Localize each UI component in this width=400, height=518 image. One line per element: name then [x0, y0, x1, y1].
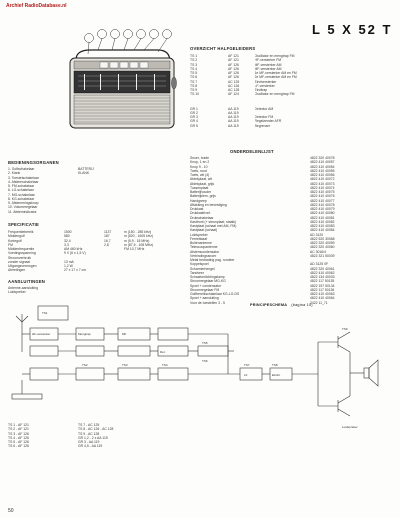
schematic-ts1-label: TS1	[42, 311, 48, 315]
control-row: 1. Golfschakelaar BATTERIJ	[8, 167, 94, 171]
control-row: 4. Afstemschakelaar	[8, 179, 39, 184]
legend-item: TS 6 - AF 126	[8, 444, 29, 449]
schematic-block-lf: LF	[244, 373, 248, 377]
specs-title: SPECIFICATIE	[8, 222, 39, 227]
schematic-label-ts4: TS4	[162, 363, 168, 367]
specs-list	[8, 230, 183, 273]
legend-item: TS 8 - AC 126 - AC 128	[78, 427, 114, 432]
part-row: Stroomregelaar MG-KG 4822 117 50135	[190, 279, 335, 284]
schematic-block-hf: HF-versterker	[32, 332, 51, 336]
part-row: Batterijhouder 4822 410 40075	[190, 190, 335, 194]
tube-row: TS 7 AC 125 Eindversterker	[190, 79, 277, 84]
legend-item: TS 1 - AF 121	[8, 423, 29, 427]
tube-row: TS 5 AF 126 1e MF-versterker AM en FM	[190, 71, 297, 75]
part-row: Drukschakelaar 4822 410 40081	[190, 215, 335, 220]
part-row: Schaalverlichtingslamp 4822 134 40033	[190, 275, 335, 279]
spec-row: Kortegolf 32,4 16,7 m (5,9 - 18 MHz)	[8, 238, 150, 243]
connection-row: Luidspreker	[8, 290, 26, 295]
control-row: 11. Afstemindicator	[8, 209, 37, 214]
radio-illustration	[60, 28, 180, 138]
control-row: 2. Klank KLANK	[8, 171, 90, 176]
schematic-label-ts9: TS9	[342, 327, 348, 331]
spec-row: Stroomverbruik	[8, 255, 31, 260]
part-row: Voor de toestellen 3 - 5 2422 11_71	[190, 300, 328, 305]
control-row: 10. Volumeregelaar	[8, 205, 38, 210]
spec-row: Uitgangsvermogen 1,2 W	[8, 264, 73, 268]
legend-item: TS 5 - AF 126	[8, 440, 29, 444]
tube-row: TS 8 AC 126 LF-versterker	[190, 83, 275, 88]
part-row: Kastfront (+ steunplaat, staalk) 4822 410 40082	[190, 219, 335, 224]
legend-item: TS 4 - AF 126	[8, 435, 29, 440]
part-row: Metal bedrading pag. rondeer	[190, 258, 235, 262]
schematic-block-mf: MF	[122, 332, 127, 336]
control-row: 3. Toestelschakelaar	[8, 175, 39, 180]
part-row: Afstemcondensator AC 3016/4	[190, 249, 327, 254]
tube-row: GR 1 AA 119 Detector AM	[190, 106, 274, 111]
spec-row: Middengolf 580 187 m (520 - 1605 kHz)	[8, 234, 154, 239]
watermark: Archief RadioDatabase.nl	[6, 3, 67, 9]
part-row: Tandveer 4822 410 40062	[190, 270, 335, 275]
part-row: Buitenantenne 4822 320 40059	[190, 241, 335, 245]
tubes-list	[190, 54, 340, 128]
part-row: Verbindingssnoer 4822 321 50039	[190, 253, 335, 258]
schematic-speaker-label: Luidspreker	[342, 425, 358, 429]
tube-row: TS 3 AF 126 MF-versterker AM	[190, 62, 282, 67]
legend-item: GR 3 - AA 119	[78, 440, 100, 444]
schematic-legend	[8, 423, 268, 449]
spec-row: Afmetingen 27 x 17 x 7 cm	[8, 268, 87, 273]
tube-row: TS 2 AF 121 HF-versterker FM	[190, 58, 282, 63]
part-row: Tussenplaat 4822 410 40074	[190, 185, 335, 190]
tube-row: GR 3 AA 119 Detector FM	[190, 115, 274, 119]
part-row: Snoer, buide 4822 320 40078	[190, 156, 335, 160]
legend-item: TS 9 - AC 128	[78, 431, 100, 436]
model-title: L 5 X 52 T	[312, 22, 393, 37]
schematic-label-ts3: TS3	[122, 363, 128, 367]
schematic-block-mix: Mengtrap	[78, 332, 91, 336]
part-row: Afdekplaat, wit 4822 410 40072	[190, 177, 335, 182]
spec-row: FM 3,3 2,8 m (87,5 - 108 MHz)	[8, 242, 154, 247]
part-row: Toets, rood 4822 410 40055	[190, 168, 335, 173]
part-row: Spoel + condensator 4822 157 50134	[190, 283, 335, 288]
part-row: Handgreep 4822 410 40077	[190, 198, 335, 203]
part-row: Kastplaat (schaal) 4822 410 40084	[190, 228, 335, 233]
tube-row: TS 9 AC 128 Eindtrap	[190, 88, 268, 92]
schematic-label-ts2: TS2	[82, 363, 88, 367]
control-row: 7. MG-schakelaar	[8, 192, 35, 197]
schematic-label-ts8: TS8	[272, 363, 278, 367]
connections-title: AANSLUITINGEN	[8, 279, 46, 284]
schematic-label-ts7: TS7	[244, 363, 250, 367]
schematic-title: PRINCIPESCHEMA (bagina 10)	[250, 303, 313, 307]
part-row: Knop, 1 en 2 4822 410 40057	[190, 160, 335, 165]
part-row: Drukkastfront 4822 410 40080	[190, 211, 335, 216]
control-row: 8. KG-schakelaar	[8, 196, 35, 201]
tubes-title: OVERZICHT HALFGELEIDERS	[190, 46, 256, 51]
tube-row: TS 1 AF 121 Oscillator en mengtrap FM	[190, 54, 295, 58]
control-row: 5. FM-schakelaar	[8, 184, 35, 188]
legend-item: TS 7 - AC 125	[78, 423, 100, 427]
schematic-label-ts6: TS6	[202, 359, 208, 363]
tube-row: TS 4 AF 126 MF-versterker AM	[190, 66, 282, 71]
connections-list	[8, 286, 118, 295]
part-row: Ferrietstaaf 4822 520 30068	[190, 236, 335, 241]
part-row: Golfbereikschakelaar KG-LG-DS 4822 410 40063	[190, 292, 335, 296]
legend-item: GR 1,2 - 2 x AA 119	[78, 435, 108, 440]
parts-title: ONDERDELENLIJST	[230, 149, 274, 154]
spec-row: zonder signaal 13 mA	[8, 259, 74, 264]
part-row: Luidspreker AD 3120	[190, 232, 324, 237]
controls-list	[8, 167, 118, 214]
connection-row: Antenne-aansluiting	[8, 286, 38, 290]
spec-row: Middenfrequentie AM 460 kHz FM 10,7 MHz	[8, 247, 145, 251]
legend-item: GR 4,5 - AA 119	[78, 444, 103, 449]
tube-row: GR 5 AA 119 Begrenzer	[190, 123, 271, 128]
tube-row: TS 10 AF 124 Oscillator en mengtrap FM	[190, 92, 295, 97]
part-row: Kastplaat (schaal met AM, FM) 4822 410 40083	[190, 224, 335, 228]
schematic-label-ts5: TS5	[202, 341, 208, 345]
parts-list	[190, 156, 370, 305]
legend-item: TS 2 - AF 121	[8, 427, 29, 432]
tube-row: TS 6 AF 126 2e MF-versterker AM en FM	[190, 75, 297, 80]
part-row: Toets, wit (4) 4822 410 40056	[190, 173, 335, 177]
control-row: 9. Afstemmingsknop	[8, 201, 39, 205]
spec-row: Voedingsspanning 9 V (6 x 1,5 V)	[8, 251, 86, 256]
page-number: 50	[8, 508, 14, 514]
schematic-block-det: Det.	[160, 350, 166, 354]
part-row: Koppelspoel AD 3125 0F	[190, 262, 329, 267]
part-row: Afdekplaat, grijs 4822 410 40073	[190, 181, 335, 186]
part-row: Telescoopantenne 4822 320 40060	[190, 245, 335, 250]
part-row: Knop 9 - 10 4822 410 40054	[190, 164, 335, 169]
legend-item: TS 3 - AF 126	[8, 431, 29, 436]
part-row: Aftakking en bevestiging 4822 410 40078	[190, 202, 335, 207]
part-row: Stroomregelaar FM 4822 117 50136	[190, 287, 335, 292]
part-row: Spoel + aansluiting 4822 410 40064	[190, 296, 335, 301]
part-row: Scharnierhengel 4822 320 40061	[190, 266, 335, 271]
part-row: Drukkast 4822 410 40079	[190, 207, 335, 211]
tube-row: GR 2 AA 119	[190, 110, 239, 115]
control-row: 6. LG-schakelaar	[8, 188, 34, 193]
controls-title: BEDIENINGSORGANEN	[8, 160, 59, 165]
tube-row: GR 4 AA 119 Regelzender AFR	[190, 119, 282, 124]
part-row: Batterijklem, grijs 4822 410 40076	[190, 194, 335, 199]
schematic-block-out: Eindtr.	[272, 373, 281, 377]
spec-row: Frequentiebereik 1500 1137 m (150 - 285 kHz)	[8, 230, 152, 234]
